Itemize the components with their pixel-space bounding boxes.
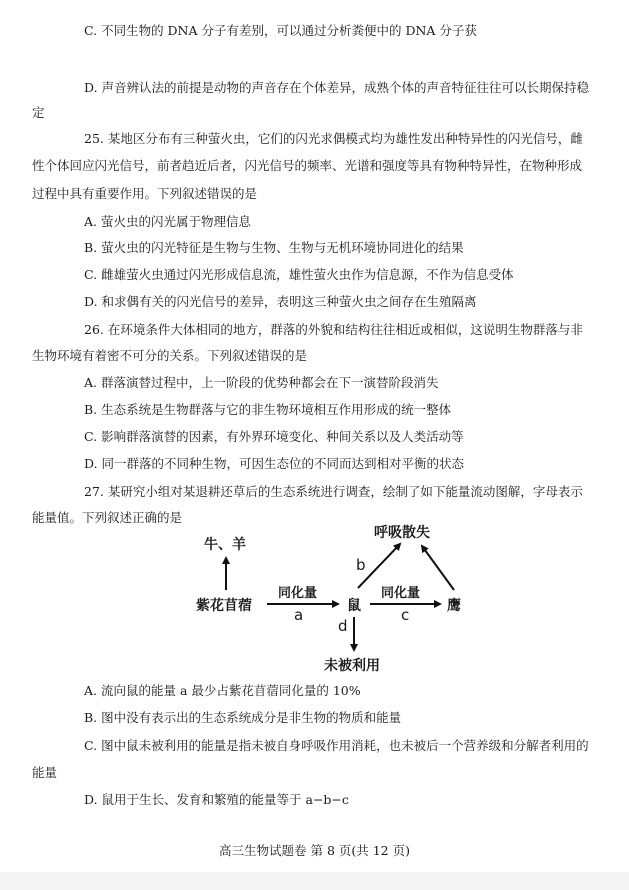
q24-option-c: C. 不同生物的 DNA 分子有差别，可以通过分析粪便中的 DNA 分子获 — [84, 23, 477, 38]
q26-option-d: D. 同一群落的不同种生物，可因生态位的不同而达到相对平衡的状态 — [84, 456, 465, 471]
page-footer: 高三生物试题卷 第 8 页(共 12 页) — [219, 843, 410, 858]
q26-option-a: A. 群落演替过程中，上一阶段的优势种都会在下一演替阶段消失 — [84, 375, 439, 390]
q26-option-b: B. 生态系统是生物群落与它的非生物环境相互作用形成的统一整体 — [84, 402, 452, 417]
node-hawk: 鹰 — [447, 598, 461, 614]
label-assimilation-1: 同化量 — [278, 586, 318, 601]
label-letter-b: b — [356, 556, 366, 574]
q25-stem-1: 25. 某地区分布有三种萤火虫，它们的闪光求偶模式均为雄性发出种特异性的闪光信号，雌 — [84, 131, 583, 146]
q27-stem-2: 能量值。下列叙述正确的是 — [32, 510, 183, 525]
q25-option-c: C. 雌雄萤火虫通过闪光形成信息流，雄性萤火虫作为信息源，不作为信息受体 — [84, 267, 514, 282]
q25-option-d: D. 和求偶有关的闪光信号的差异，表明这三种萤火虫之间存在生殖隔离 — [84, 294, 477, 309]
label-assimilation-2: 同化量 — [381, 586, 421, 601]
q24-option-d: D. 声音辨认法的前提是动物的声音存在个体差异，成熟个体的声音特征往往可以长期保持稳 — [84, 80, 590, 95]
q26-option-c: C. 影响群落演替的因素，有外界环境变化、种间关系以及人类活动等 — [84, 429, 464, 444]
node-alfalfa: 紫花苜蓿 — [196, 598, 252, 614]
q27-option-a: A. 流向鼠的能量 a 最少占紫花苜蓿同化量的 10% — [84, 683, 361, 698]
q25-stem-3: 过程中具有重要作用。下列叙述错误的是 — [32, 186, 258, 201]
node-cattle-sheep: 牛、羊 — [204, 537, 246, 553]
q27-option-c-cont: 能量 — [32, 765, 58, 780]
q26-stem-2: 生物环境有着密不可分的关系。下列叙述错误的是 — [32, 348, 308, 363]
q26-stem-1: 26. 在环境条件大体相同的地方，群落的外貌和结构往往相近或相似，这说明生物群落与非 — [84, 322, 583, 337]
q27-option-c: C. 图中鼠未被利用的能量是指未被自身呼吸作用消耗，也未被后一个营养级和分解者利用的 — [84, 738, 589, 753]
q25-option-b: B. 萤火虫的闪光特征是生物与生物、生物与无机环境协同进化的结果 — [84, 240, 464, 255]
label-letter-d: d — [338, 617, 348, 635]
node-unused: 未被利用 — [324, 658, 380, 674]
energy-flow-diagram — [188, 522, 478, 678]
q27-option-d: D. 鼠用于生长、发育和繁殖的能量等于 a−b−c — [84, 792, 349, 807]
q25-option-a: A. 萤火虫的闪光属于物理信息 — [84, 214, 251, 229]
node-respiration: 呼吸散失 — [374, 525, 430, 541]
label-letter-c: c — [401, 606, 410, 624]
label-letter-a: a — [294, 606, 304, 624]
node-rat: 鼠 — [347, 598, 361, 614]
arrow-hawk-to-respiration — [422, 546, 454, 590]
q27-stem-1: 27. 某研究小组对某退耕还草后的生态系统进行调查，绘制了如下能量流动图解，字母表示 — [84, 484, 583, 499]
q27-option-b: B. 图中没有表示出的生态系统成分是非生物的物质和能量 — [84, 710, 402, 725]
bottom-band — [0, 872, 629, 890]
q24-option-d-cont: 定 — [32, 105, 45, 120]
q25-stem-2: 性个体回应闪光信号，前者趋近后者，闪光信号的频率、光谱和强度等具有物种特异性，在物种形成 — [32, 158, 583, 173]
